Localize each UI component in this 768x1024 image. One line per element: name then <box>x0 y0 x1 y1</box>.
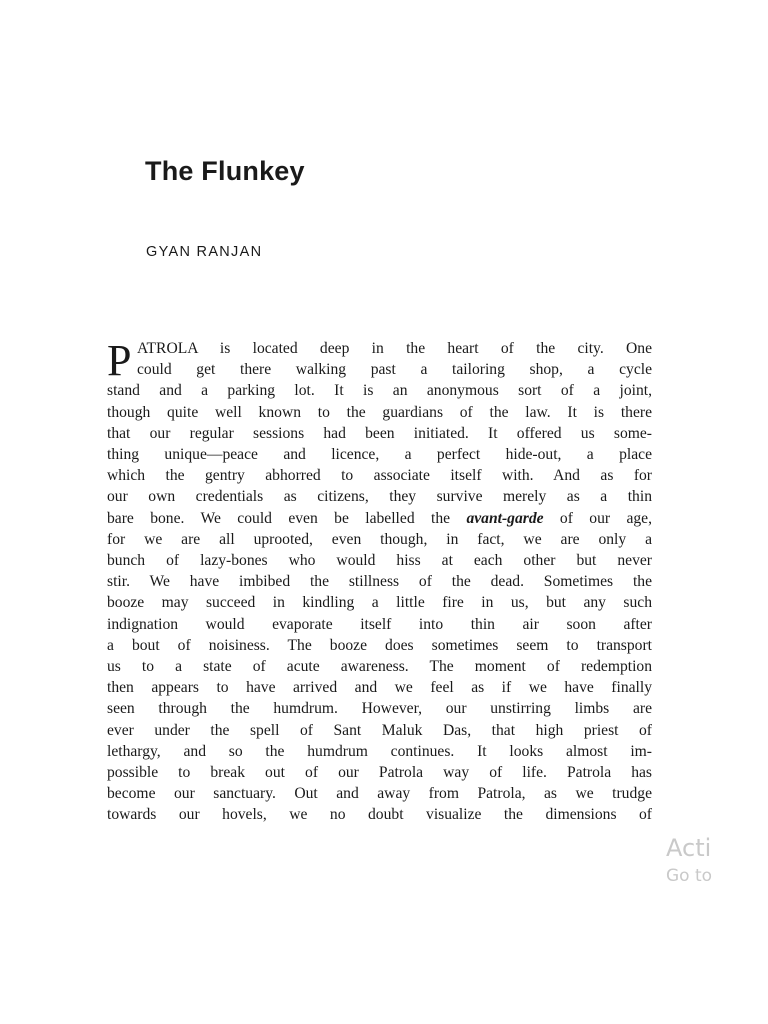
text-segment: bare bone. We could even be labelled the <box>107 509 467 527</box>
opening-paragraph-start <box>107 336 652 385</box>
drop-cap: P <box>107 336 132 385</box>
text-line: a bout of noisiness. The booze does sometimes seem to transport <box>107 636 652 654</box>
text-line: seen through the humdrum. However, our unstirring limbs are <box>107 700 652 718</box>
text-line: bunch of lazy-bones who would hiss at each other but never <box>107 552 652 570</box>
italic-term: avant-garde <box>466 509 544 527</box>
text-line: though quite well known to the guardians of the law. It is there <box>107 403 652 421</box>
text-line: indignation would evaporate itself into thin air soon after <box>107 615 652 633</box>
text-line: ATROLA is located deep in the heart of the city. One <box>137 340 652 357</box>
text-line: then appears to have arrived and we feel as if we have finally <box>107 679 652 697</box>
text-line-avant-garde <box>107 508 652 529</box>
text-line: lethargy, and so the humdrum continues. It looks almost im- <box>107 742 652 760</box>
text-line: could get there walking past a tailoring shop, a cycle <box>137 361 652 379</box>
text-line: that our regular sessions had been initiated. It offered us some- <box>107 424 652 442</box>
text-line: thing unique—peace and licence, a perfect hide-out, a place <box>107 446 652 464</box>
text-line: possible to break out of our Patrola way of life. Patrola has <box>107 764 652 782</box>
text-line: stand and a parking lot. It is an anonymous sort of a joint, <box>107 382 652 400</box>
text-line: ever under the spell of Sant Maluk Das, that high priest of <box>107 721 652 739</box>
body-text <box>107 338 652 826</box>
text-line: towards our hovels, we no doubt visualize the dimensions of <box>107 806 652 824</box>
page-title: The Flunkey <box>145 156 305 186</box>
text-line: booze may succeed in kindling a little fire in us, but any such <box>107 594 652 612</box>
text-line: for we are all uprooted, even though, in fact, we are only a <box>107 530 652 548</box>
text-line: stir. We have imbibed the stillness of the dead. Sometimes the <box>107 573 652 591</box>
watermark-line: Go to <box>666 866 713 886</box>
text-line: which the gentry abhorred to associate itself with. And as for <box>107 467 652 485</box>
watermark-line: Acti <box>666 834 712 862</box>
drop-cap-lines <box>137 338 652 380</box>
text-line: our own credentials as citizens, they survive merely as a thin <box>107 488 652 506</box>
author-name: GYAN RANJAN <box>146 244 263 260</box>
text-line: us to a state of acute awareness. The moment of redemption <box>107 658 652 676</box>
text-line: become our sanctuary. Out and away from Patrola, as we trudge <box>107 785 652 803</box>
activation-watermark <box>666 836 712 885</box>
text-segment: of our age, <box>543 509 652 527</box>
